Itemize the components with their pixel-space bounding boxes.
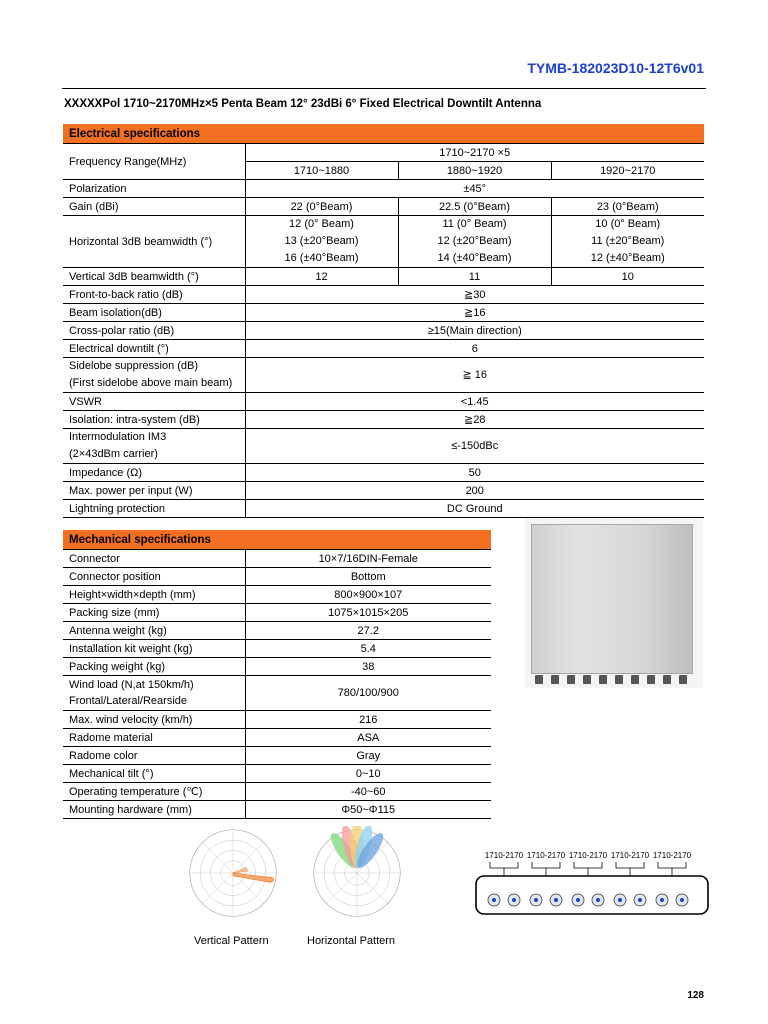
horizontal-pattern-caption: Horizontal Pattern: [307, 935, 396, 947]
horizontal-pattern-diagram: [310, 826, 404, 920]
spec-label: Isolation: intra-system (dB): [63, 411, 245, 429]
spec-label: Polarization: [63, 180, 245, 198]
mechanical-spec-table: [63, 530, 491, 819]
page-number: 128: [687, 990, 704, 1001]
hbw-col3: 10 (0° Beam) 11 (±20°Beam) 12 (±40°Beam): [551, 216, 704, 268]
spec-value: 22 (0°Beam): [245, 198, 398, 216]
spec-label: Wind load (N,at 150km/h) Frontal/Lateral/Rearside: [63, 676, 245, 711]
spec-label: Height×width×depth (mm): [63, 586, 245, 604]
spec-label: Connector: [63, 550, 245, 568]
spec-label: Front-to-back ratio (dB): [63, 286, 245, 304]
spec-label: Impedance (Ω): [63, 464, 245, 482]
spec-value: Bottom: [245, 568, 491, 586]
freq-label: Frequency Range(MHz): [63, 144, 245, 180]
spec-label: Beam isolation(dB): [63, 304, 245, 322]
spec-label: Sidelobe suppression (dB) (First sidelobe above main beam): [63, 358, 245, 393]
spec-value: 12: [245, 268, 398, 286]
spec-value: ASA: [245, 729, 491, 747]
spec-value: ≧16: [245, 304, 704, 322]
spec-label: Operating temperature (℃): [63, 783, 245, 801]
port-label: 1710-2170: [484, 851, 524, 860]
spec-value: 200: [245, 482, 704, 500]
hbw-col1: 12 (0° Beam) 13 (±20°Beam) 16 (±40°Beam): [245, 216, 398, 268]
spec-label: Horizontal 3dB beamwidth (°): [63, 216, 245, 268]
spec-value: 10×7/16DIN-Female: [245, 550, 491, 568]
freq-total: 1710~2170 ×5: [245, 144, 704, 162]
spec-label: Radome material: [63, 729, 245, 747]
electrical-spec-table: [63, 124, 704, 518]
hbw-col2: 11 (0° Beam) 12 (±20°Beam) 14 (±40°Beam): [398, 216, 551, 268]
vertical-pattern-diagram: [186, 826, 280, 920]
band-2: 1880~1920: [398, 162, 551, 180]
spec-value: 5.4: [245, 640, 491, 658]
antenna-connectors: [535, 675, 687, 685]
spec-label: Packing size (mm): [63, 604, 245, 622]
spec-value: 780/100/900: [245, 676, 491, 711]
spec-label: Lightning protection: [63, 500, 245, 518]
port-label: 1710-2170: [652, 851, 692, 860]
spec-value: 38: [245, 658, 491, 676]
port-diagram: [472, 846, 712, 918]
spec-value: Gray: [245, 747, 491, 765]
spec-value: 0~10: [245, 765, 491, 783]
spec-value: 1075×1015×205: [245, 604, 491, 622]
spec-label: Mounting hardware (mm): [63, 801, 245, 819]
spec-value: ±45°: [245, 180, 704, 198]
spec-label: Max. wind velocity (km/h): [63, 711, 245, 729]
spec-label: Installation kit weight (kg): [63, 640, 245, 658]
spec-value: 22.5 (0°Beam): [398, 198, 551, 216]
spec-label: Radome color: [63, 747, 245, 765]
spec-label: Packing weight (kg): [63, 658, 245, 676]
spec-value: -40~60: [245, 783, 491, 801]
spec-label: Vertical 3dB beamwidth (°): [63, 268, 245, 286]
port-label: 1710-2170: [526, 851, 566, 860]
vertical-pattern-caption: Vertical Pattern: [194, 935, 269, 947]
spec-value: 27.2: [245, 622, 491, 640]
port-label: 1710-2170: [568, 851, 608, 860]
spec-label: Connector position: [63, 568, 245, 586]
model-number: TYMB-182023D10-12T6v01: [527, 60, 704, 76]
spec-value: 10: [551, 268, 704, 286]
electrical-heading: Electrical specifications: [63, 124, 704, 144]
spec-value: ≧30: [245, 286, 704, 304]
spec-label: Antenna weight (kg): [63, 622, 245, 640]
spec-label: Intermodulation IM3 (2×43dBm carrier): [63, 429, 245, 464]
spec-value: ≧28: [245, 411, 704, 429]
spec-label: Gain (dBi): [63, 198, 245, 216]
spec-label: Mechanical tilt (°): [63, 765, 245, 783]
spec-value: ≤-150dBc: [245, 429, 704, 464]
spec-value: ≥15(Main direction): [245, 322, 704, 340]
antenna-photo: [525, 518, 703, 688]
spec-value: 800×900×107: [245, 586, 491, 604]
antenna-panel: [531, 524, 693, 674]
product-title: XXXXXPol 1710~2170MHz×5 Penta Beam 12° 23dBi 6° Fixed Electrical Downtilt Antenna: [64, 98, 542, 110]
spec-label: VSWR: [63, 393, 245, 411]
spec-value: ≧ 16: [245, 358, 704, 393]
band-1: 1710~1880: [245, 162, 398, 180]
spec-value: DC Ground: [245, 500, 704, 518]
spec-value: 11: [398, 268, 551, 286]
spec-label: Electrical downtilt (°): [63, 340, 245, 358]
spec-value: Φ50~Φ115: [245, 801, 491, 819]
port-label: 1710-2170: [610, 851, 650, 860]
spec-value: 6: [245, 340, 704, 358]
mechanical-heading: Mechanical specifications: [63, 530, 491, 550]
spec-value: 216: [245, 711, 491, 729]
spec-value: 50: [245, 464, 704, 482]
header-divider: [62, 88, 706, 89]
spec-value: <1.45: [245, 393, 704, 411]
spec-value: 23 (0°Beam): [551, 198, 704, 216]
spec-label: Max. power per input (W): [63, 482, 245, 500]
band-3: 1920~2170: [551, 162, 704, 180]
spec-label: Cross-polar ratio (dB): [63, 322, 245, 340]
